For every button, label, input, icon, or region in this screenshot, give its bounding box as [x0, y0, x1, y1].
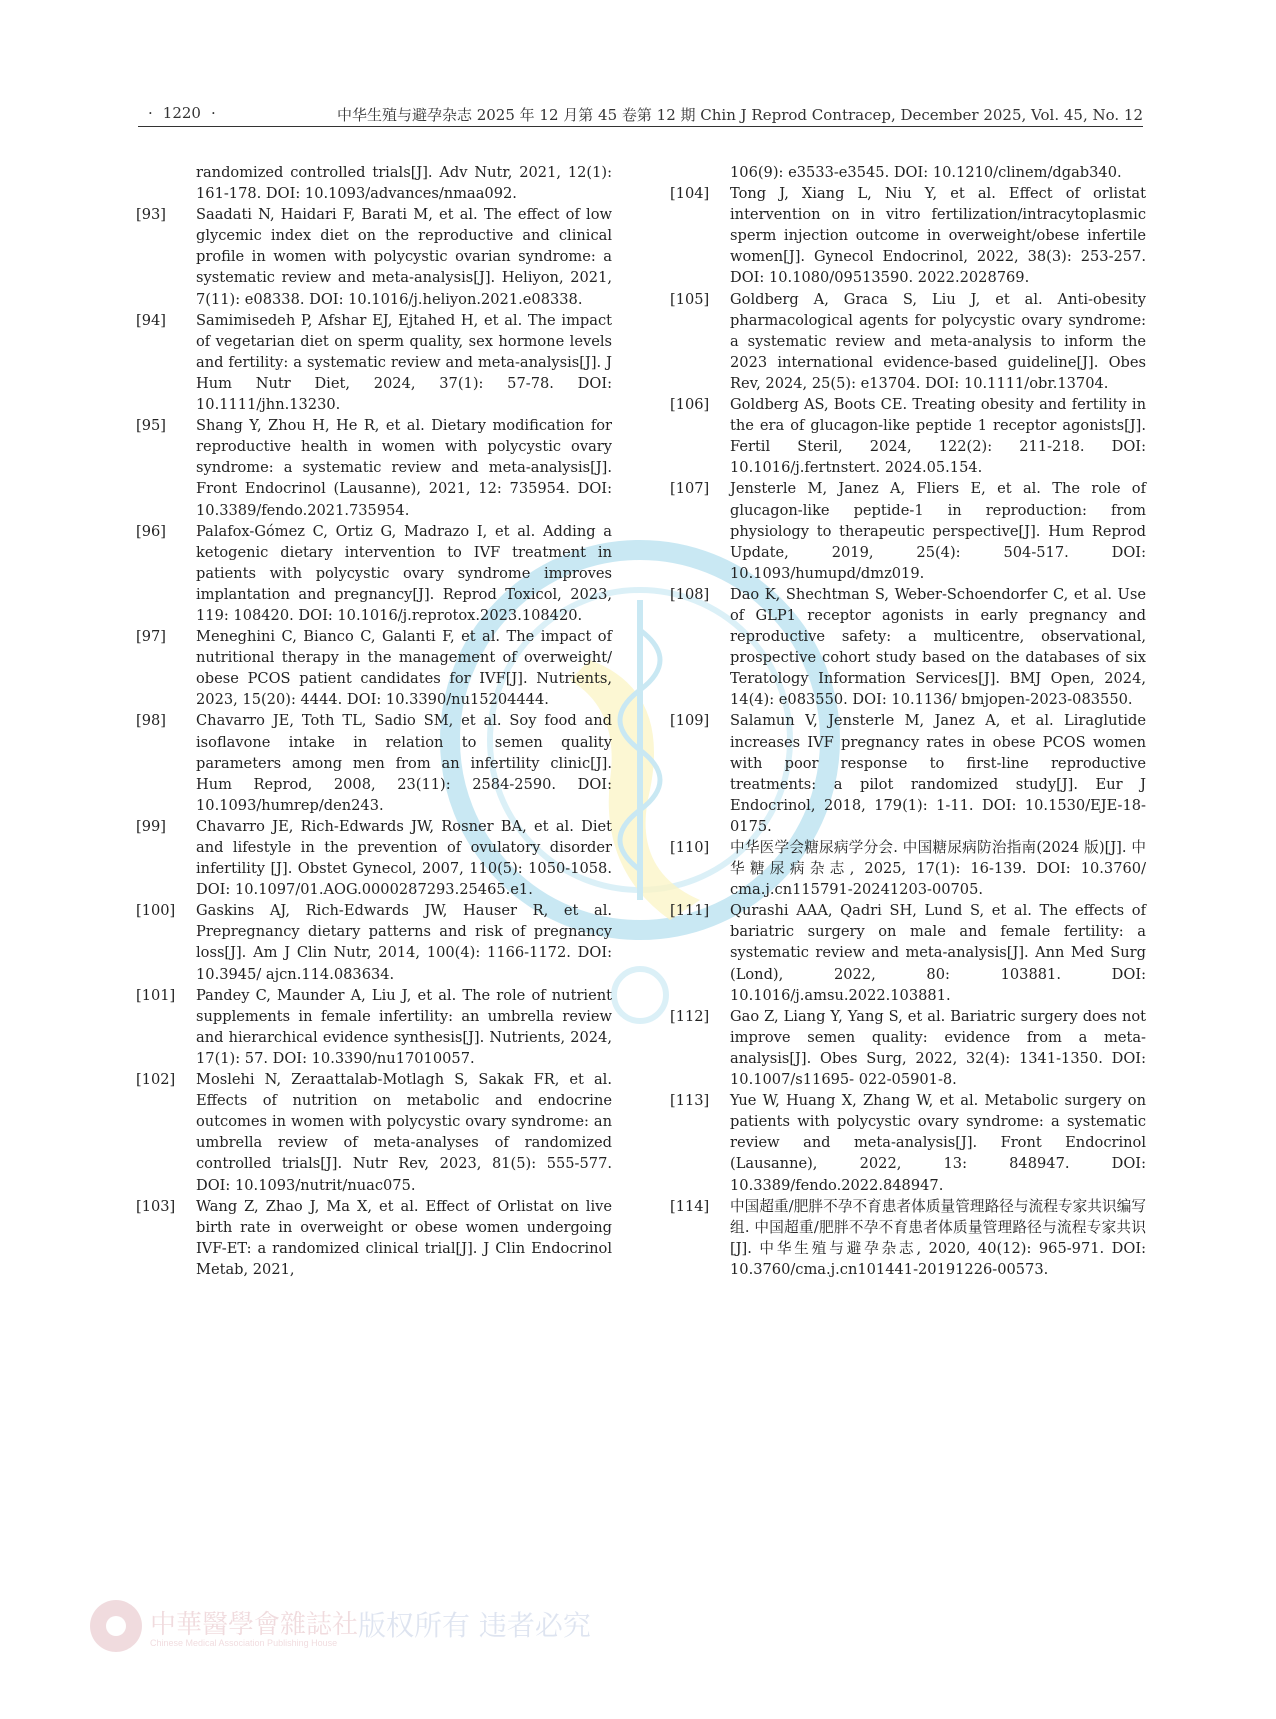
reference-99: [99] Chavarro JE, Rich-Edwards JW, Rosner BA, et al. Diet and lifestyle in the prevention of ovulatory disorder infertility [J]. Obstet Gynecol, 2007, 110(5): 1050-1058. DOI: 10.1097/01.AOG.0000287293.25465.e1. — [136, 817, 612, 899]
reference-102: [102] Moslehi N, Zeraattalab-Motlagh S, Sakak FR, et al. Effects of nutrition on metabolic and endocrine outcomes in women with polycystic ovary syndrome: an umbrella review of meta-analyses of randomized controlled trials[J]. Nutr Rev, 2023, 81(5): 555-577. DOI: 10.1093/nutrit/nuac075. — [136, 1071, 612, 1194]
references-left-column — [136, 162, 612, 1280]
reference-93: [93] Saadati N, Haidari F, Barati M, et al. The effect of low glycemic index diet on the reproductive and clinical profile in women with polycystic ovarian syndrome: a systematic review and meta-analysis[J]. Heliyon, 2021, 7(11): e08338. DOI: 10.1016/j.heliyon.2021.e08338. — [136, 206, 612, 308]
publisher-emblem-icon — [88, 1598, 144, 1654]
reference-105: [105] Goldberg A, Graca S, Liu J, et al. Anti-obesity pharmacological agents for polycystic ovary syndrome: a systematic review and meta-analysis to inform the 2023 international evidence-based guideline[J]. Obes Rev, 2024, 25(5): e13704. DOI: 10.1111/obr.13704. — [670, 290, 1146, 392]
running-header — [138, 102, 1143, 127]
publisher-name-cn: 中華醫學會雜誌社 — [150, 1610, 359, 1640]
publisher-watermark-logo — [88, 1598, 591, 1656]
reference-106: [106] Goldberg AS, Boots CE. Treating obesity and fertility in the era of glucagon-like peptide 1 receptor agonists[J]. Fertil Steril, 2024, 122(2): 211-218. DOI: 10.1016/j.fertnstert. 2024.05.154. — [670, 396, 1146, 477]
reference-101: [101] Pandey C, Maunder A, Liu J, et al. The role of nutrient supplements in female infertility: an umbrella review and hierarchical evidence synthesis[J]. Nutrients, 2024, 17(1): 57. DOI: 10.3390/nu17010057. — [136, 986, 612, 1067]
reference-96: [96] Palafox-Gómez C, Ortiz G, Madrazo I, et al. Adding a ketogenic dietary intervention to IVF treatment in patients with polycystic ovary syndrome improves implantation and pregnancy[J]. Reprod Toxicol, 2023, 119: 108420. DOI: 10.1016/j.reprotox.2023.108420. — [136, 522, 612, 624]
reference-94: [94] Samimisedeh P, Afshar EJ, Ejtahed H, et al. The impact of vegetarian diet on sperm quality, sex hormone levels and fertility: a systematic review and meta-analysis[J]. J Hum Nutr Diet, 2024, 37(1): 57-78. DOI: 10.1111/jhn.13230. — [136, 311, 612, 414]
references-right-column — [670, 162, 1146, 1280]
reference-97: [97] Meneghini C, Bianco C, Galanti F, et al. The impact of nutritional therapy in the management of overweight/ obese PCOS patient candidates for IVF[J]. Nutrients, 2023, 15(20): 4444. DOI: 10.3390/nu15204444. — [136, 628, 612, 709]
reference-continuation: 106(9): e3533-e3545. DOI: 10.1210/clinem/dgab340. — [730, 164, 1122, 181]
reference-114: [114] 中国超重/肥胖不孕不育患者体质量管理路径与流程专家共识编写组. 中国超重/肥胖不孕不育患者体质量管理路径与流程专家共识[J]. 中华生殖与避孕杂志, 2020, 40(12): 965-971. DOI: 10.3760/cma.j.cn101441-20191226-00573. — [670, 1197, 1146, 1278]
reference-108: [108] Dao K, Shechtman S, Weber-Schoendorfer C, et al. Use of GLP1 receptor agonists in early pregnancy and reproductive safety: a multicentre, observational, prospective cohort study based on the databases of six Teratology Information Services[J]. BMJ Open, 2024, 14(4): e083550. DOI: 10.1136/ bmjopen-2023-083550. — [670, 585, 1146, 709]
reference-111: [111] Qurashi AAA, Qadri SH, Lund S, et al. The effects of bariatric surgery on male and female fertility: a systematic review and meta-analysis[J]. Ann Med Surg (Lond), 2022, 80: 103881. DOI: 10.1016/j.amsu.2022.103881. — [670, 902, 1146, 1004]
reference-109: [109] Salamun V, Jensterle M, Janez A, et al. Liraglutide increases IVF pregnancy rates in obese PCOS women with poor response to first-line reproductive treatments: a pilot randomized study[J]. Eur J Endocrinol, 2018, 179(1): 1-11. DOI: 10.1530/EJE-18-0175. — [670, 712, 1146, 835]
reference-112: [112] Gao Z, Liang Y, Yang S, et al. Bariatric surgery does not improve semen quality: evidence from a meta-analysis[J]. Obes Surg, 2022, 32(4): 1341-1350. DOI: 10.1007/s11695- 022-05901-8. — [670, 1007, 1146, 1089]
journal-citation: 中华生殖与避孕杂志 2025 年 12 月第 45 卷第 12 期 Chin J Reprod Contracep, December 2025, Vol. 45, No. 12 — [336, 106, 1143, 124]
reference-104: [104] Tong J, Xiang L, Niu Y, et al. Effect of orlistat intervention on in vitro fertilization/intracytoplasmic sperm injection outcome in overweight/obese infertile women[J]. Gynecol Endocrinol, 2022, 38(3): 253-257. DOI: 10.1080/09513590. 2022.2028769. — [670, 185, 1146, 287]
reference-107: [107] Jensterle M, Janez A, Fliers E, et al. The role of glucagon-like peptide-1 in reproduction: from physiology to therapeutic perspective[J]. Hum Reprod Update, 2019, 25(4): 504-517. DOI: 10.1093/humupd/dmz019. — [670, 480, 1146, 582]
reference-98: [98] Chavarro JE, Toth TL, Sadio SM, et al. Soy food and isoflavone intake in relation to semen quality parameters among men from an infertility clinic[J]. Hum Reprod, 2008, 23(11): 2584-2590. DOI: 10.1093/humrep/den243. — [136, 712, 612, 814]
page-number-value: 1220 — [162, 104, 201, 122]
reference-113: [113] Yue W, Huang X, Zhang W, et al. Metabolic surgery on patients with polycystic ovary syndrome: a systematic review and meta-analysis[J]. Front Endocrinol (Lausanne), 2022, 13: 848947. DOI: 10.3389/fendo.2022.848947. — [670, 1092, 1146, 1194]
reference-110: [110] 中华医学会糖尿病学分会. 中国糖尿病防治指南(2024 版)[J]. 中华糖尿病杂志, 2025, 17(1): 16-139. DOI: 10.3760/ cma.j.cn115791-20241203-00705. — [670, 839, 1146, 899]
copyright-watermark: 版权所有 违者必究 — [358, 1609, 591, 1642]
publisher-name-en: Chinese Medical Association Publishing House — [150, 1638, 338, 1648]
reference-103: [103] Wang Z, Zhao J, Ma X, et al. Effect of Orlistat on live birth rate in overweight or obese women undergoing IVF-ET: a randomized clinical trial[J]. J Clin Endocrinol Metab, 2021, — [136, 1197, 612, 1278]
reference-100: [100] Gaskins AJ, Rich-Edwards JW, Hauser R, et al. Prepregnancy dietary patterns and risk of pregnancy loss[J]. Am J Clin Nutr, 2014, 100(4): 1166-1172. DOI: 10.3945/ ajcn.114.083634. — [136, 902, 612, 983]
page-number: · 1220 · — [148, 104, 216, 122]
reference-continuation: randomized controlled trials[J]. Adv Nutr, 2021, 12(1): 161-178. DOI: 10.1093/advances/nmaa092. — [196, 164, 612, 203]
reference-95: [95] Shang Y, Zhou H, He R, et al. Dietary modification for reproductive health in women with polycystic ovary syndrome: a systematic review and meta-analysis[J]. Front Endocrinol (Lausanne), 2021, 12: 735954. DOI: 10.3389/fendo.2021.735954. — [136, 417, 612, 519]
